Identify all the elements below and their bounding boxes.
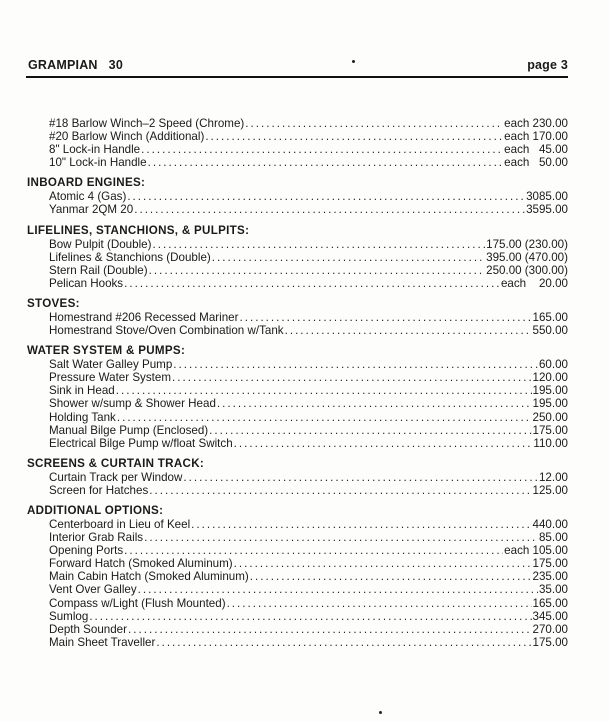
price-list-item xyxy=(27,190,568,203)
item-price: 270.00 xyxy=(532,622,568,636)
item-name: Opening Ports xyxy=(49,544,124,558)
item-name: Atomic 4 (Gas) xyxy=(49,190,127,204)
dot-leader xyxy=(234,437,533,450)
item-price: 550.00 xyxy=(532,324,568,338)
price-list-item xyxy=(27,424,568,437)
item-name: Shower w/sump & Shower Head xyxy=(49,397,216,411)
dot-leader xyxy=(245,117,503,130)
dot-leader xyxy=(227,597,532,610)
dot-leader xyxy=(234,557,532,570)
dot-leader xyxy=(217,397,532,410)
item-name: Homestrand Stove/Oven Combination w/Tank xyxy=(49,324,284,338)
section-heading: STOVES: xyxy=(27,296,80,310)
item-price: 12.00 xyxy=(538,470,568,484)
item-price: each 230.00 xyxy=(504,117,568,130)
item-price: 175.00 (230.00) xyxy=(486,237,568,251)
item-name: Screen for Hatches xyxy=(49,483,149,497)
dot-leader xyxy=(127,190,525,203)
price-list-item xyxy=(27,518,568,531)
item-name: Pressure Water System xyxy=(49,371,171,385)
dot-leader xyxy=(138,583,538,596)
dot-leader xyxy=(285,324,532,337)
dot-leader xyxy=(124,277,500,290)
price-list-item xyxy=(27,264,568,277)
dot-leader xyxy=(209,424,531,437)
section-heading: LIFELINES, STANCHIONS, & PULPITS: xyxy=(27,223,250,237)
item-price: 175.00 xyxy=(532,423,568,437)
item-price: 85.00 xyxy=(538,531,568,545)
dot-leader xyxy=(149,264,486,277)
dot-leader xyxy=(183,471,538,484)
item-name: 10" Lock-in Handle xyxy=(49,156,147,170)
item-name: Vent Over Galley xyxy=(49,583,137,597)
item-name: 8" Lock-in Handle xyxy=(49,143,141,157)
item-name: Homestrand #206 Recessed Mariner xyxy=(49,310,239,324)
item-price: 175.00 xyxy=(532,557,568,571)
item-price: 165.00 xyxy=(532,310,568,324)
item-name: Electrical Bilge Pump w/float Switch xyxy=(49,436,233,450)
price-list-item xyxy=(27,437,568,450)
item-price: each 170.00 xyxy=(504,130,568,144)
item-name: Main Cabin Hatch (Smoked Aluminum) xyxy=(49,570,249,584)
price-list-item xyxy=(27,583,568,596)
dot-leader xyxy=(117,411,532,424)
item-name: Stern Rail (Double) xyxy=(49,263,148,277)
dot-leader xyxy=(148,156,504,169)
item-price: each 105.00 xyxy=(504,544,568,558)
price-list-item xyxy=(27,471,568,484)
dot-leader xyxy=(205,130,503,143)
price-list-item xyxy=(27,358,568,371)
item-price: 195.00 xyxy=(532,397,568,411)
item-name: Sumlog xyxy=(49,609,89,623)
price-list-item xyxy=(27,484,568,497)
item-name: Curtain Track per Window xyxy=(49,470,183,484)
dot-leader xyxy=(173,358,538,371)
item-name: Centerboard in Lieu of Keel xyxy=(49,517,191,531)
price-list-item xyxy=(27,251,568,264)
dot-leader xyxy=(191,518,531,531)
item-price: 35.00 xyxy=(538,583,568,597)
dot-leader xyxy=(250,570,532,583)
item-price: 195.00 xyxy=(532,384,568,398)
price-list-item xyxy=(27,544,568,557)
price-list-item xyxy=(27,156,568,169)
price-list-item xyxy=(27,557,568,570)
dot-leader xyxy=(172,371,532,384)
item-price: 60.00 xyxy=(538,358,568,372)
item-name: Interior Grab Rails xyxy=(49,531,144,545)
price-list-item xyxy=(27,238,568,251)
price-list-item xyxy=(27,203,568,216)
item-name: Bow Pulpit (Double) xyxy=(49,237,152,251)
item-price: 165.00 xyxy=(532,596,568,610)
dot-leader xyxy=(124,544,503,557)
item-price: each 20.00 xyxy=(500,276,568,290)
item-name: Forward Hatch (Smoked Aluminum) xyxy=(49,557,233,571)
item-name: #20 Barlow Winch (Additional) xyxy=(49,130,205,144)
price-list-item xyxy=(27,597,568,610)
section-heading: SCREENS & CURTAIN TRACK: xyxy=(27,456,205,470)
price-list-item xyxy=(27,531,568,544)
item-name: Lifelines & Stanchions (Double) xyxy=(49,250,211,264)
item-name: Holding Tank xyxy=(49,410,116,424)
page-header xyxy=(28,58,568,74)
item-name: Pelican Hooks xyxy=(49,276,124,290)
dot-leader xyxy=(134,203,525,216)
item-price: each 50.00 xyxy=(504,156,568,170)
item-price: 125.00 xyxy=(532,483,568,497)
item-price: 250.00 (300.00) xyxy=(486,263,568,277)
dot-leader xyxy=(116,384,532,397)
document-title: GRAMPIAN 30 xyxy=(28,58,123,72)
item-price: 3595.00 xyxy=(526,203,568,217)
item-name: #18 Barlow Winch–2 Speed (Chrome) xyxy=(49,117,245,130)
price-list-item xyxy=(27,143,568,156)
section-heading: WATER SYSTEM & PUMPS: xyxy=(27,344,186,358)
page-number: page 3 xyxy=(527,58,568,72)
item-price: each 45.00 xyxy=(504,143,568,157)
item-name: Sink in Head xyxy=(49,384,115,398)
item-name: Depth Sounder xyxy=(49,622,127,636)
item-price: 120.00 xyxy=(532,371,568,385)
dot-leader xyxy=(144,531,538,544)
price-list-item xyxy=(27,570,568,583)
price-list-item xyxy=(27,397,568,410)
dot-leader xyxy=(239,311,531,324)
price-list-item xyxy=(27,636,568,649)
price-list-item xyxy=(27,610,568,623)
price-list-item xyxy=(27,623,568,636)
price-list-item xyxy=(27,384,568,397)
price-list xyxy=(27,117,568,649)
dot-leader xyxy=(212,251,485,264)
item-name: Manual Bilge Pump (Enclosed) xyxy=(49,423,209,437)
section-heading: ADDITIONAL OPTIONS: xyxy=(27,503,164,517)
dot-leader xyxy=(89,610,531,623)
item-price: 395.00 (470.00) xyxy=(486,250,568,264)
dot-leader xyxy=(149,484,531,497)
stray-mark xyxy=(352,60,355,63)
dot-leader xyxy=(156,636,531,649)
item-price: 235.00 xyxy=(532,570,568,584)
price-list-item xyxy=(27,277,568,290)
item-name: Compass w/Light (Flush Mounted) xyxy=(49,596,226,610)
item-price: 250.00 xyxy=(532,410,568,424)
dot-leader xyxy=(128,623,532,636)
price-list-item xyxy=(27,371,568,384)
header-rule xyxy=(26,76,568,78)
item-name: Salt Water Galley Pump xyxy=(49,358,173,372)
price-list-item xyxy=(27,324,568,337)
dot-leader xyxy=(141,143,503,156)
section-heading: INBOARD ENGINES: xyxy=(27,176,146,190)
item-price: 175.00 xyxy=(532,635,568,649)
price-list-item xyxy=(27,411,568,424)
price-list-item xyxy=(27,311,568,324)
price-list-item xyxy=(27,130,568,143)
item-price: 110.00 xyxy=(533,436,568,450)
item-price: 3085.00 xyxy=(526,190,568,204)
item-name: Main Sheet Traveller xyxy=(49,635,156,649)
item-price: 440.00 xyxy=(532,517,568,531)
stray-mark xyxy=(379,711,382,714)
item-price: 345.00 xyxy=(532,609,568,623)
dot-leader xyxy=(152,238,485,251)
item-name: Yanmar 2QM 20 xyxy=(49,203,134,217)
price-list-item xyxy=(27,117,568,130)
